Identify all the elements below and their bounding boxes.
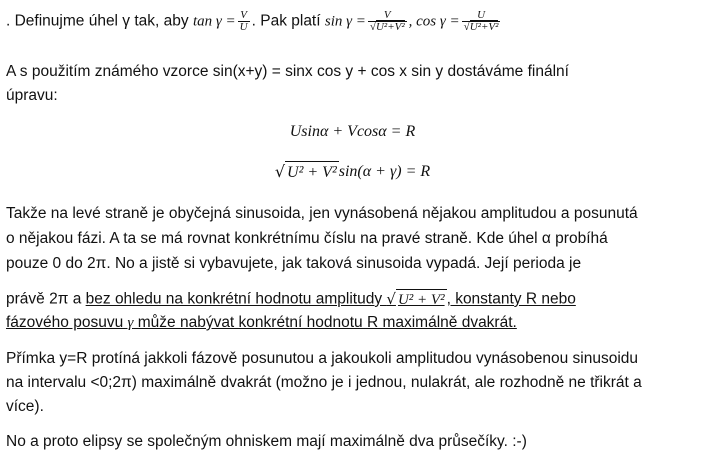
math-tan: tan γ = bbox=[192, 13, 236, 30]
paragraph-line: No a proto elipsy se společným ohniskem mají maximálně dva průsečíky. :-) bbox=[6, 433, 527, 450]
underlined-text: bez ohledu na konkrétní hodnotu amplitudy bbox=[85, 290, 387, 308]
fraction-v-u bbox=[238, 10, 250, 33]
underlined-text: fázového posuvu bbox=[6, 314, 128, 331]
paragraph-line bbox=[6, 289, 576, 310]
radicand: U²+V² bbox=[375, 21, 405, 33]
paragraph-line: A s použitím známého vzorce sin(x+y) = sinx cos y + cos x sin y dostáváme finální bbox=[6, 63, 569, 80]
math-cos: , cos γ = bbox=[408, 13, 460, 30]
paragraph-line: Přímka y=R protíná jakkoli fázově posunutou a jakoukoli amplitudou vynásobenou sinusoidu bbox=[6, 350, 639, 367]
equation-1: Usinα + Vcosα = R bbox=[289, 123, 416, 140]
paragraph-line: na intervalu <0;2π) maximálně dvakrát (možno je i jednou, nulakrát, ale rozhodně ne třikrát a bbox=[6, 374, 642, 391]
math-sin: sin γ = bbox=[324, 13, 366, 30]
definition-line bbox=[6, 10, 502, 33]
fraction-cos bbox=[462, 10, 501, 33]
radicand: U²+V² bbox=[469, 21, 499, 33]
equation-2 bbox=[0, 161, 705, 184]
sqrt: √ U² + V² bbox=[386, 290, 445, 308]
denominator: √U²+V² bbox=[463, 21, 499, 33]
text: . Definujme úhel γ tak, aby bbox=[6, 12, 193, 30]
sqrt: √ U² + V² bbox=[275, 161, 339, 184]
numerator: V bbox=[240, 9, 248, 21]
numerator: V bbox=[383, 9, 391, 21]
underlined-text: , konstanty R nebo bbox=[446, 290, 576, 308]
underlined-text: může nabývat konkrétní hodnotu R maximálně dvakrát. bbox=[133, 314, 517, 331]
fraction-sin bbox=[368, 10, 407, 33]
numerator: U bbox=[477, 9, 486, 21]
radicand: U² + V² bbox=[285, 161, 339, 184]
denominator: U bbox=[239, 21, 248, 33]
paragraph-line: úpravu: bbox=[6, 87, 58, 104]
text: právě 2π a bbox=[6, 290, 86, 308]
denominator: √U²+V² bbox=[369, 21, 405, 33]
paragraph-line: pouze 0 do 2π. No a jistě si vybavujete, jak taková sinusoida vypadá. Její perioda je bbox=[6, 255, 582, 272]
math-gamma: γ bbox=[127, 315, 134, 331]
paragraph-line: Takže na levé straně je obyčejná sinusoida, jen vynásobená nějakou amplitudou a posunutá bbox=[6, 205, 638, 222]
radicand: U² + V² bbox=[396, 289, 447, 310]
text: . Pak platí bbox=[251, 12, 325, 30]
paragraph-line: o nějakou fázi. A ta se má rovnat konkrétnímu číslu na pravé straně. Kde úhel α probíhá bbox=[6, 230, 608, 247]
paragraph-line bbox=[6, 313, 517, 333]
equation-rest: sin(α + γ) = R bbox=[338, 163, 431, 181]
paragraph-line: více). bbox=[6, 398, 44, 415]
